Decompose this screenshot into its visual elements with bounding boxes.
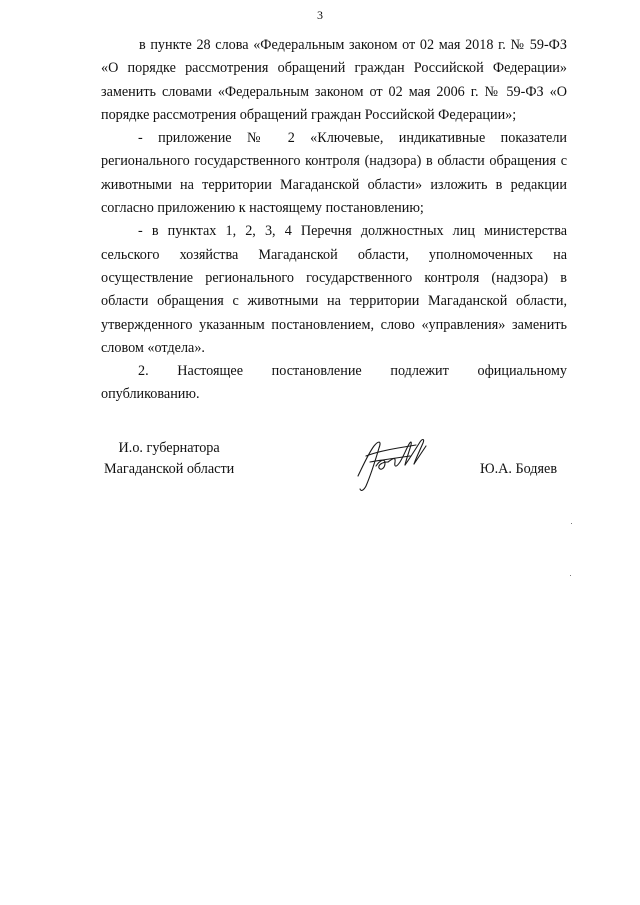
text-line: «О порядке рассмотрения обращений граждан Российской Федерации»; xyxy=(101,83,567,123)
paragraph-1 xyxy=(101,34,567,127)
handwritten-signature xyxy=(352,432,434,494)
text-line: 2. Настоящее постановление подлежит официальному xyxy=(138,363,567,380)
scan-speck xyxy=(570,575,571,576)
signer-title-line: Магаданской области xyxy=(104,461,235,477)
text-line: - в пунктах 1, 2, 3, 4 Перечня должностных лиц министерства xyxy=(138,223,567,240)
document-body xyxy=(101,34,567,407)
text-line: сельского хозяйства Магаданской области, уполномоченных xyxy=(101,246,533,263)
text-line: словом «отдела». xyxy=(101,339,205,356)
text-line: в пункте 28 слова «Федеральным законом от 02 мая 2018 г. № 59-ФЗ xyxy=(139,37,567,53)
text-line: на осуществление регионального государственного контроля (надзора) xyxy=(101,246,567,286)
text-line: согласно приложению к настоящему постановлению; xyxy=(101,200,424,217)
signer-title-line: И.о. губернатора xyxy=(118,440,220,456)
signature-block xyxy=(0,438,640,498)
paragraph-4 xyxy=(101,360,567,407)
text-line: опубликованию. xyxy=(101,386,200,403)
text-line: регионального государственного контроля (надзора) в области обращения xyxy=(101,153,557,170)
text-line: утвержденного указанным постановлением, слово «управления» заменить xyxy=(101,316,567,333)
paragraph-2 xyxy=(101,127,567,220)
text-line: - приложение № 2 «Ключевые, индикативные показатели xyxy=(138,130,567,147)
signer-name: Ю.А. Бодяев xyxy=(480,461,558,477)
paragraph-3 xyxy=(101,220,567,360)
text-line: «О порядке рассмотрения обращений граждан Российской Федерации» xyxy=(101,60,567,77)
signer-title xyxy=(104,438,234,480)
scan-speck xyxy=(571,523,572,524)
text-line: заменить словами «Федеральным законом от 02 мая 2006 г. № 59-ФЗ xyxy=(101,83,544,100)
text-line: в области обращения с животными на территории Магаданской области, xyxy=(101,269,567,310)
text-line: с животными на территории Магаданской области» изложить в редакции xyxy=(101,153,567,193)
page-number: 3 xyxy=(317,8,323,22)
